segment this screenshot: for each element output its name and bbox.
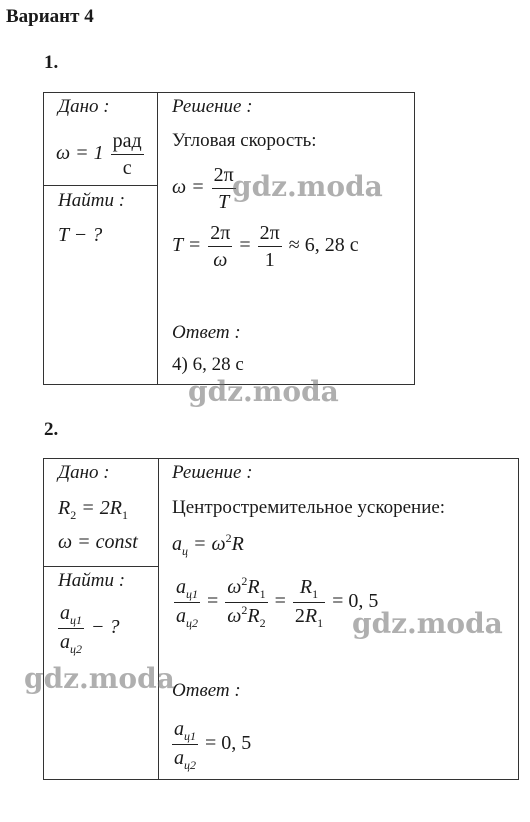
problem-1-number: 1. [44, 52, 59, 73]
watermark: gdz.moda [352, 607, 503, 640]
problem-2-equation-ratio: $\frac{a_{ц1}}{a_{ц2}}$ = $\frac{\omega^2R_1}{\omega^2R_2}$ = $\frac{R_1}{2R_1}$ = 0, 5 [176, 574, 379, 630]
problem-1-equation-period: T = $\frac{2\pi}{\omega}$ = $\frac{2\pi}{1}$ ≈ 6, 28 с [172, 222, 359, 271]
problem-2-find-label: Найти : [58, 570, 126, 591]
problem-1-given-omega: ω = 1 $\frac{\text{рад}}{с}$ [56, 130, 142, 179]
problem-2-solution-label: Решение : [172, 462, 253, 483]
problem-2-number: 2. [44, 419, 59, 440]
problem-1-answer-value: 4) 6, 28 с [172, 354, 244, 375]
problem-2-answer-value: $\frac{a_{ц1}}{a_{ц2}}$ = 0, 5 [174, 718, 252, 772]
watermark: gdz.moda [188, 375, 339, 408]
problem-1-solution-label: Решение : [172, 96, 253, 117]
problem-1-find-label: Найти : [58, 190, 126, 211]
problem-1-equation-omega: ω = $\frac{2\pi}{T}$ [172, 164, 234, 213]
problem-1-answer-label: Ответ : [172, 322, 241, 343]
problem-2-answer-label: Ответ : [172, 680, 241, 701]
problem-2-divider-horizontal [43, 566, 159, 567]
problem-2-divider-vertical [158, 458, 159, 779]
problem-2-given-omega: ω = const [58, 531, 138, 553]
watermark: gdz.moda [232, 170, 383, 203]
problem-2-equation-acceleration: $a_ц = \omega^2R$ [172, 531, 244, 558]
problem-2-solution-intro: Центростремительное ускорение: [172, 497, 446, 518]
problem-1-find-item: T − ? [58, 224, 103, 246]
problem-2-find-item: $\frac{a_{ц1}}{a_{ц2}}$ − ? [60, 602, 120, 656]
problem-1-solution-intro: Угловая скорость: [172, 130, 317, 151]
problem-1-divider-vertical [157, 92, 158, 384]
problem-2-given-label: Дано : [58, 462, 110, 483]
variant-title: Вариант 4 [6, 6, 94, 27]
problem-1-given-label: Дано : [58, 96, 110, 117]
watermark: gdz.moda [24, 662, 175, 695]
problem-2-given-radius: $R_2 = 2R_1$ [58, 497, 128, 522]
problem-1-divider-horizontal [43, 185, 158, 186]
